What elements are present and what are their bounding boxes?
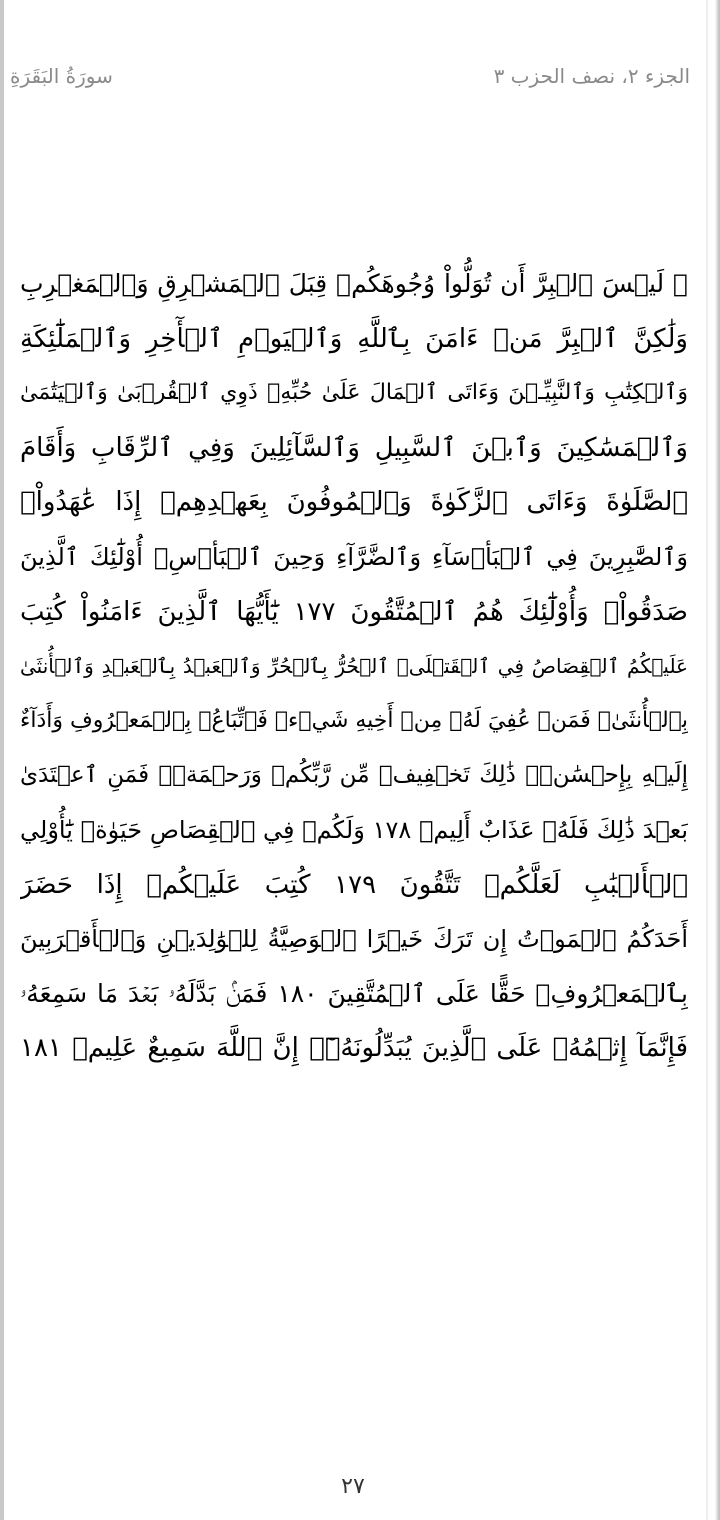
page-header bbox=[10, 58, 690, 94]
verse-line-8[interactable]: عَلَيۡكُمُ ٱلۡقِصَاصُ فِي ٱلۡقَتۡلَىۖ ٱلۡحُرُّ بِٱلۡحُرِّ وَٱلۡعَبۡدُ بِٱلۡعَبۡدِ وَٱلۡأُنثَىٰ bbox=[20, 654, 688, 679]
verse-line-10[interactable]: إِلَيۡهِ بِإِحۡسَٰنٖۗ ذَٰلِكَ تَخۡفِيفٞ مِّن رَّبِّكُمۡ وَرَحۡمَةٞۗ فَمَنِ ٱعۡتَدَىٰ bbox=[20, 762, 688, 789]
page-footer bbox=[0, 1460, 706, 1520]
verse-line-5[interactable]: ٱلصَّلَوٰةَ وَءَاتَى ٱلزَّكَوٰةَ وَٱلۡمُوفُونَ بِعَهۡدِهِمۡ إِذَا عَٰهَدُواْۖ bbox=[20, 487, 688, 518]
verse-line-12[interactable]: ٱلۡأَلۡبَٰبِ لَعَلَّكُمۡ تَتَّقُونَ ١٧٩ كُتِبَ عَلَيۡكُمۡ إِذَا حَضَرَ bbox=[20, 869, 688, 900]
juz-hizb-label: الجزء ٢، نصف الحزب ٣ bbox=[493, 64, 690, 88]
verse-line-1[interactable]: ۞ لَيۡسَ ٱلۡبِرَّ أَن تُوَلُّواْ وُجُوهَكُمۡ قِبَلَ ٱلۡمَشۡرِقِ وَٱلۡمَغۡرِبِ bbox=[20, 269, 688, 298]
verse-line-3[interactable]: وَٱلۡكِتَٰبِ وَٱلنَّبِيِّـۧنَ وَءَاتَى ٱلۡمَالَ عَلَىٰ حُبِّهِۦ ذَوِي ٱلۡقُرۡبَىٰ وَٱلۡيَتَٰمَىٰ bbox=[20, 380, 688, 406]
page-edge-right bbox=[706, 0, 720, 1520]
verse-line-11[interactable]: بَعۡدَ ذَٰلِكَ فَلَهُۥ عَذَابٌ أَلِيمٞ ١٧٨ وَلَكُمۡ فِي ٱلۡقِصَاصِ حَيَوٰةٞ يَٰٓأُوْلِي bbox=[20, 815, 688, 844]
verse-line-14[interactable]: بِٱلۡمَعۡرُوفِۖ حَقًّا عَلَى ٱلۡمُتَّقِينَ ١٨٠ فَمَنۢ بَدَّلَهُۥ بَعۡدَ مَا سَمِعَهُۥ bbox=[20, 978, 688, 1008]
verse-line-13[interactable]: أَحَدَكُمُ ٱلۡمَوۡتُ إِن تَرَكَ خَيۡرًا ٱلۡوَصِيَّةُ لِلۡوَٰلِدَيۡنِ وَٱلۡأَقۡرَبِينَ bbox=[20, 925, 688, 954]
surah-name: سورَةُ البَقَرَةِ bbox=[10, 64, 113, 88]
verse-line-6[interactable]: وَٱلصَّٰبِرِينَ فِي ٱلۡبَأۡسَآءِ وَٱلضَّرَّآءِ وَحِينَ ٱلۡبَأۡسِۗ أُوْلَٰٓئِكَ ٱلَّذِينَ bbox=[20, 542, 688, 571]
verse-line-2[interactable]: وَلَٰكِنَّ ٱلۡبِرَّ مَنۡ ءَامَنَ بِٱللَّهِ وَٱلۡيَوۡمِ ٱلۡأٓخِرِ وَٱلۡمَلَٰٓئِكَةِ bbox=[20, 323, 688, 354]
page-edge-left bbox=[0, 0, 4, 1520]
verse-line-7[interactable]: صَدَقُواْۖ وَأُوْلَٰٓئِكَ هُمُ ٱلۡمُتَّقُونَ ١٧٧ يَٰٓأَيُّهَا ٱلَّذِينَ ءَامَنُواْ كُتِبَ bbox=[20, 596, 688, 627]
verses-block[interactable] bbox=[20, 257, 688, 1076]
page-number: ٢٧ bbox=[341, 1474, 365, 1499]
verse-line-9[interactable]: بِٱلۡأُنثَىٰۚ فَمَنۡ عُفِيَ لَهُۥ مِنۡ أَخِيهِ شَيۡءٞ فَٱتِّبَاعُۢ بِٱلۡمَعۡرُوفِ وَأَدَآءٌ bbox=[20, 707, 688, 733]
verse-line-4[interactable]: وَٱلۡمَسَٰكِينَ وَٱبۡنَ ٱلسَّبِيلِ وَٱلسَّآئِلِينَ وَفِي ٱلرِّقَابِ وَأَقَامَ bbox=[20, 432, 688, 463]
verse-line-15[interactable]: فَإِنَّمَآ إِثۡمُهُۥ عَلَى ٱلَّذِينَ يُبَدِّلُونَهُۥٓۚ إِنَّ ٱللَّهَ سَمِيعٌ عَلِيمٞ ١٨١ bbox=[20, 1033, 688, 1064]
